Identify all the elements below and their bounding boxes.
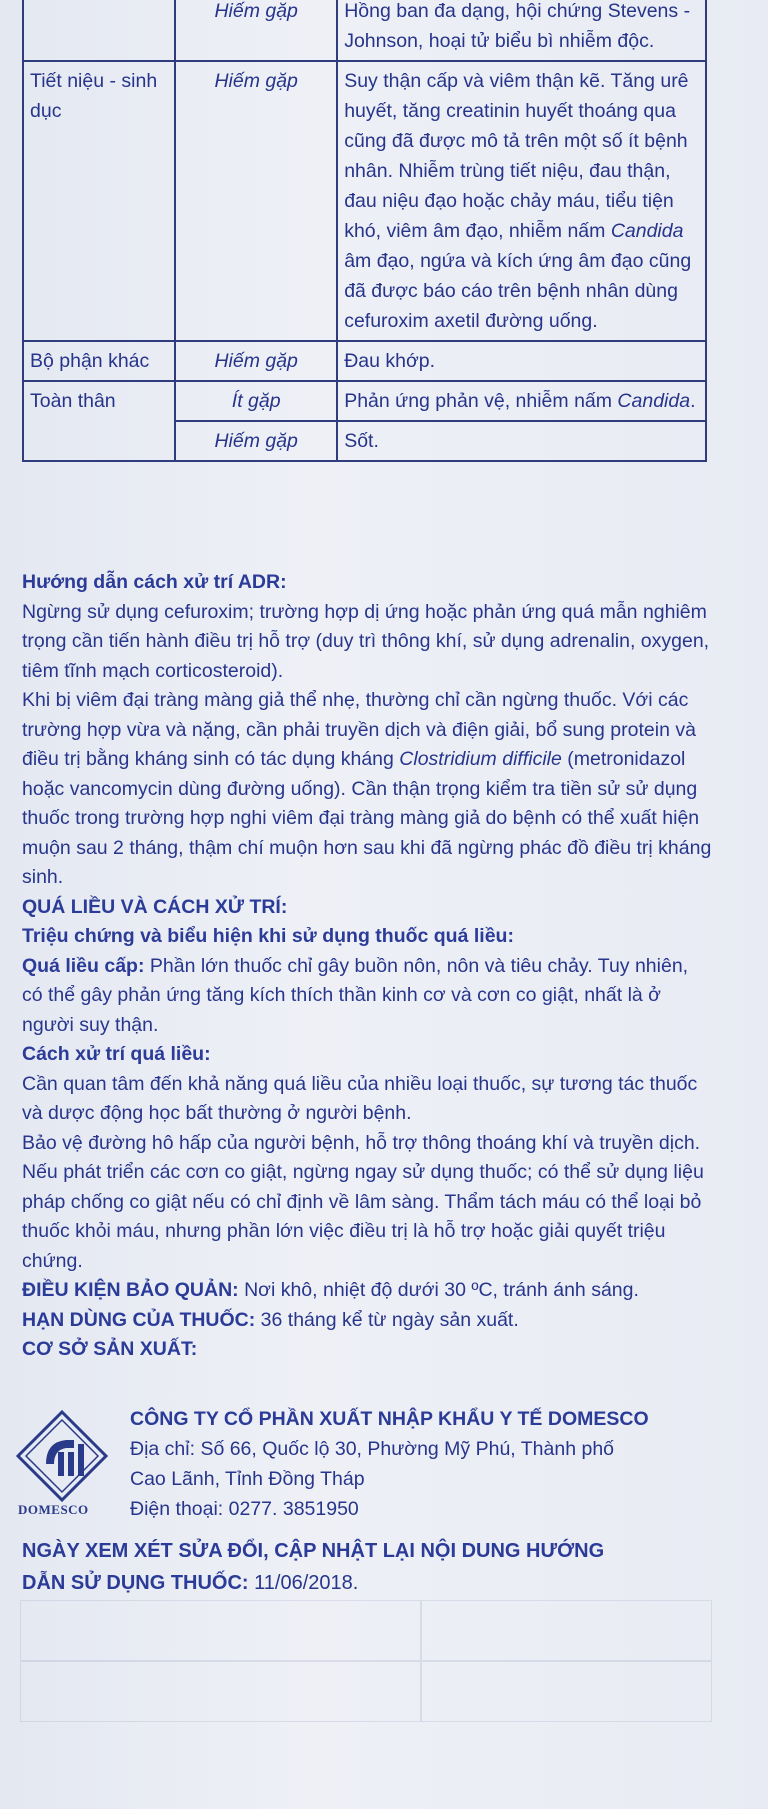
management-heading: Cách xử trí quá liều: [22, 1043, 211, 1065]
adr-para: Ngừng sử dụng cefuroxim; trường hợp dị ứng hoặc phản ứng quá mẫn nghiêm trọng cần tiến hành điều trị hỗ trợ (duy trì thông khí, sử dụng adrenalin, oxygen, tiêm tĩnh mạch corticosteroid). [22, 600, 710, 682]
company-name: CÔNG TY CỔ PHẦN XUẤT NHẬP KHẨU Y TẾ DOMESCO [130, 1408, 649, 1430]
bleed-through-lines [20, 1600, 720, 1750]
para-text: (metronidazol hoặc vancomycin dùng đường uống). Cần thận trọng kiểm tra tiền sử sử dụng thuốc trong trường hợp nghi viêm đại tràng màng giả do bệnh có thể xuất hiện muộn sau 2 tháng, thậm chí muộn hơn sau khi đã ngừng phác đồ điều trị kháng sinh. [22, 748, 712, 888]
table-row [23, 341, 706, 381]
effects-cell: Đau khớp. [337, 341, 706, 381]
faded-rule [20, 1600, 712, 1662]
table-row [23, 0, 706, 61]
domesco-logo [14, 1408, 110, 1518]
faded-rule [20, 1660, 712, 1722]
system-cell [23, 0, 175, 61]
review-label: DẪN SỬ DỤNG THUỐC: [22, 1572, 249, 1594]
effects-cell [337, 381, 706, 421]
management-para: Bảo vệ đường hô hấp của người bệnh, hỗ trợ thông thoáng khí và truyền dịch. Nếu phát triển các cơn co giật, ngừng ngay sử dụng thuốc; có thể sử dụng liệu pháp chống co giật nếu có chỉ định về lâm sàng. Thẩm tách máu có thể loại bỏ thuốc khỏi máu, nhưng phần lớn việc điều trị là hỗ trợ hoặc giải quyết triệu chứng. [22, 1131, 704, 1272]
effects-text: âm đạo, ngứa và kích ứng âm đạo cũng đã được báo cáo trên bệnh nhân dùng cefuroxim axetil đường uống. [344, 250, 692, 332]
frequency-cell: Ít gặp [175, 381, 337, 421]
frequency-cell: Hiếm gặp [175, 0, 337, 61]
acute-text: Phần lớn thuốc chỉ gây buồn nôn, nôn và tiêu chảy. Tuy nhiên, có thể gây phản ứng tăng kích thích thần kinh cơ và cơn co giật, nhất là ở người suy thận. [22, 954, 689, 1036]
management-para: Cần quan tâm đến khả năng quá liều của nhiều loại thuốc, sự tương tác thuốc và dược động học bất thường ở người bệnh. [22, 1072, 698, 1124]
shelf-life-text: 36 tháng kể từ ngày sản xuất. [255, 1308, 519, 1331]
effects-italic: Candida [617, 390, 691, 412]
adr-table [22, 0, 707, 462]
review-line [22, 1567, 722, 1599]
frequency-cell: Hiếm gặp [175, 341, 337, 381]
company-phone: Điện thoại: 0277. 3851950 [130, 1498, 359, 1520]
storage-text: Nơi khô, nhiệt độ dưới 30 ºC, tránh ánh sáng. [238, 1279, 639, 1301]
effects-cell [337, 61, 706, 341]
effects-text: Phản ứng phản vệ, nhiễm nấm [344, 390, 618, 412]
shelf-life-label: HẠN DÙNG CỦA THUỐC: [22, 1308, 256, 1331]
main-text [22, 568, 712, 1365]
shelf-life-line [22, 1306, 712, 1336]
review-heading: NGÀY XEM XÉT SỬA ĐỔI, CẬP NHẬT LẠI NỘI DUNG HƯỚNG [22, 1540, 605, 1562]
storage-label: ĐIỀU KIỆN BẢO QUẢN: [22, 1279, 239, 1301]
review-date-block [22, 1535, 722, 1599]
acute-label: Quá liều cấp: [22, 954, 145, 977]
effects-text: Suy thận cấp và viêm thận kẽ. Tăng urê huyết, tăng creatinin huyết thoáng qua cũng đã được mô tả trên một số ít bệnh nhân. Nhiễm trùng tiết niệu, đau thận, đau niệu đạo hoặc chảy máu, tiểu tiện khó, viêm âm đạo, nhiễm nấm [344, 70, 689, 242]
effects-cell: Hồng ban đa dạng, hội chứng Stevens - Johnson, hoại tử biểu bì nhiễm độc. [337, 0, 706, 61]
acute-para [22, 952, 712, 1041]
system-cell: Bộ phận khác [23, 341, 175, 381]
para-text: Khi bị viêm đại tràng màng giả thể nhẹ, thường chỉ cần ngừng thuốc. Với các trường hợp vừa và nặng, cần phải truyền dịch và điện giải, bổ sung protein và điều trị bằng kháng sinh có tác dụng kháng [22, 689, 696, 770]
manufacturer-block [14, 1408, 734, 1538]
manufacturer-label: CƠ SỞ SẢN XUẤT: [22, 1338, 198, 1360]
company-details [130, 1404, 649, 1524]
review-date: 11/06/2018. [248, 1572, 359, 1594]
overdose-heading: QUÁ LIỀU VÀ CÁCH XỬ TRÍ: [22, 895, 288, 918]
domesco-logo-icon [14, 1408, 110, 1504]
company-address: Cao Lãnh, Tỉnh Đồng Tháp [130, 1468, 365, 1490]
para-italic: Clostridium difficile [399, 748, 562, 770]
effects-text: . [690, 390, 696, 412]
storage-line [22, 1276, 712, 1306]
adr-heading: Hướng dẫn cách xử trí ADR: [22, 571, 287, 593]
company-address: Địa chỉ: Số 66, Quốc lộ 30, Phường Mỹ Phú, Thành phố [130, 1438, 615, 1460]
symptoms-heading: Triệu chứng và biểu hiện khi sử dụng thuốc quá liều: [22, 925, 514, 947]
frequency-cell: Hiếm gặp [175, 61, 337, 341]
table-row [23, 381, 706, 421]
faded-rule [420, 1600, 422, 1722]
system-cell: Tiết niệu - sinh dục [23, 61, 175, 341]
effects-cell: Sốt. [337, 421, 706, 461]
adr-para [22, 686, 712, 893]
table-row [23, 61, 706, 341]
system-cell: Toàn thân [23, 381, 175, 461]
logo-text: DOMESCO [18, 1502, 89, 1517]
frequency-cell: Hiếm gặp [175, 421, 337, 461]
effects-italic: Candida [610, 220, 684, 242]
